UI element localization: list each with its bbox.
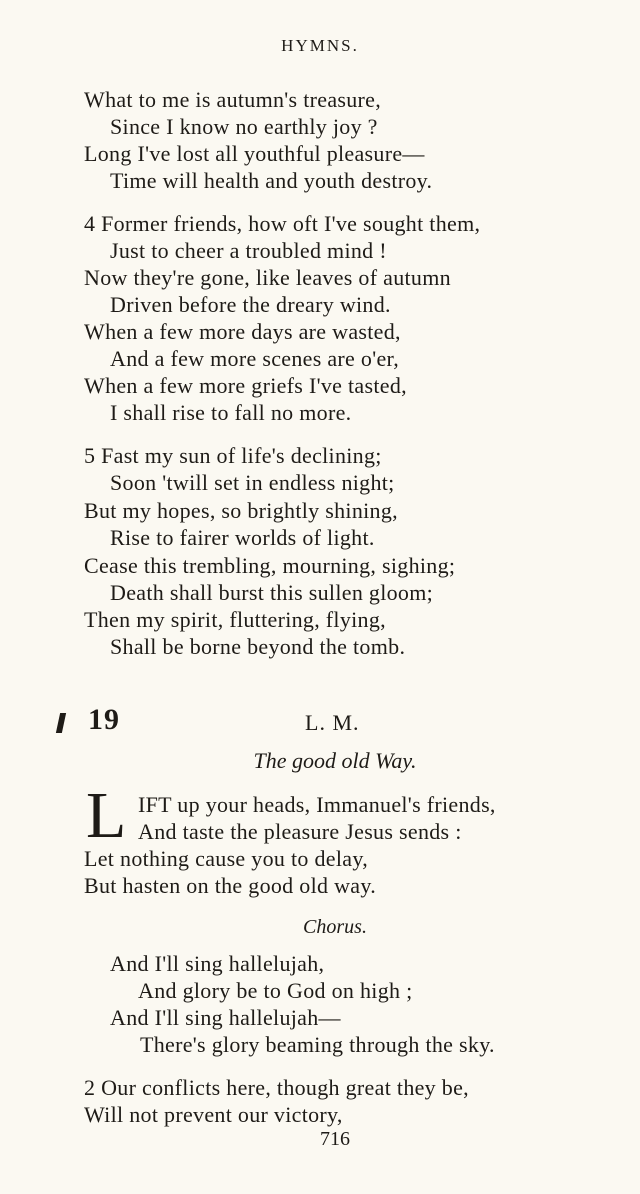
chorus-line: There's glory beaming through the sky. xyxy=(140,1032,495,1057)
verse-line: When a few more griefs I've tasted, xyxy=(84,373,407,398)
hymn-number: 19 xyxy=(88,703,120,736)
hymn-meter: L. M. xyxy=(305,710,360,735)
running-header: HYMNS. xyxy=(281,36,359,55)
verse-line: And taste the pleasure Jesus sends : xyxy=(138,819,462,844)
verse-line: 5 Fast my sun of life's declining; xyxy=(84,443,382,468)
verse-line: Just to cheer a troubled mind ! xyxy=(110,238,387,263)
verse-line: Shall be borne beyond the tomb. xyxy=(110,634,406,659)
verse-line: Now they're gone, like leaves of autumn xyxy=(84,265,451,290)
verse-line: 2 Our conflicts here, though great they be, xyxy=(84,1075,469,1100)
margin-mark xyxy=(56,713,66,733)
verse-line: Time will health and youth destroy. xyxy=(110,168,433,193)
verse-line: Will not prevent our victory, xyxy=(84,1102,343,1127)
verse-line: Cease this trembling, mourning, sighing; xyxy=(84,553,456,578)
verse-line: IFT up your heads, Immanuel's friends, xyxy=(138,792,496,817)
chorus-title: Chorus. xyxy=(303,916,367,938)
chorus-line: And I'll sing hallelujah, xyxy=(110,951,325,976)
verse-line: Since I know no earthly joy ? xyxy=(110,114,378,139)
verse-line: 4 Former friends, how oft I've sought them, xyxy=(84,211,481,236)
verse-line: Then my spirit, fluttering, flying, xyxy=(84,607,386,632)
verse-line: When a few more days are wasted, xyxy=(84,319,401,344)
hymn-title: The good old Way. xyxy=(253,748,417,773)
verse-line: And a few more scenes are o'er, xyxy=(110,346,400,371)
verse-line: Let nothing cause you to delay, xyxy=(84,846,369,871)
verse-line: What to me is autumn's treasure, xyxy=(84,87,382,112)
verse-line: I shall rise to fall no more. xyxy=(110,400,352,425)
verse-line: Long I've lost all youthful pleasure— xyxy=(84,141,425,166)
drop-cap: L xyxy=(86,779,127,852)
verse-line: But my hopes, so brightly shining, xyxy=(84,498,398,523)
chorus-line: And I'll sing hallelujah— xyxy=(110,1005,341,1030)
page-number: 716 xyxy=(320,1128,350,1150)
verse-line: But hasten on the good old way. xyxy=(84,873,377,898)
verse-line: Rise to fairer worlds of light. xyxy=(110,525,375,550)
verse-line: Driven before the dreary wind. xyxy=(110,292,391,317)
verse-line: Soon 'twill set in endless night; xyxy=(110,470,395,495)
verse-line: Death shall burst this sullen gloom; xyxy=(110,580,434,605)
chorus-line: And glory be to God on high ; xyxy=(138,978,413,1003)
